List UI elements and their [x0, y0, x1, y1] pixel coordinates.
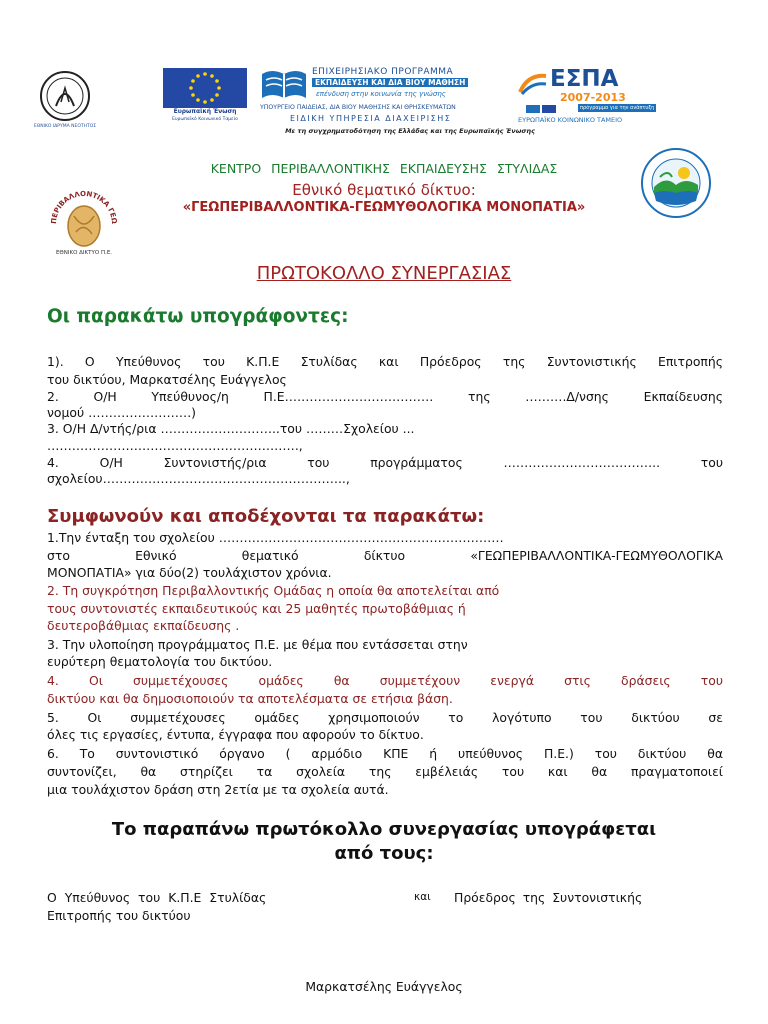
svg-text:ΠΕΡΙΒΑΛΛΟΝΤΙΚΑ ΓΕΩΜΥΘΟΛΟΓΙΚΑ: ΠΕΡΙΒΑΛΛΟΝΤΙΚΑ ΓΕΩ [49, 189, 119, 225]
signer-line: του δικτύου, Μαρκατσέλης Ευάγγελος [47, 372, 287, 387]
signatory-left [47, 889, 266, 925]
term-line: δικτύου και θα δημοσιοποιούν τα αποτελέσματα σε ετήσια βάση. [47, 691, 453, 706]
signature-heading [0, 818, 768, 866]
epeaek-line4: ΥΠΟΥΡΓΕΙΟ ΠΑΙΔΕΙΑΣ, ΔΙΑ ΒΙΟΥ ΜΑΘΗΣΗΣ ΚΑΙ ΘΡΗΣΚΕΥΜΑΤΩΝ [260, 104, 456, 111]
signer-line: σχολείου………………………………………………….., [47, 471, 350, 486]
book-icon [260, 68, 308, 102]
epeaek-line2: ΕΚΠΑΙΔΕΥΣΗ ΚΑΙ ΔΙΑ ΒΙΟΥ ΜΑΘΗΣΗ [312, 78, 468, 87]
epeaek-line3: επένδυση στην κοινωνία της γνώσης [316, 90, 446, 98]
epeaek-line1: ΕΠΙΧΕΙΡΗΣΙΑΚΟ ΠΡΟΓΡΑΜΜΑ [312, 67, 454, 77]
signatory-name: Μαρκατσέλης Ευάγγελος [305, 979, 463, 994]
signature-heading-line1: Το παραπάνω πρωτόκολλο συνεργασίας υπογράφεται [111, 819, 657, 840]
term-line: 3. Την υλοποίηση προγράμματος Π.Ε. με θέμα που εντάσσεται στην [47, 637, 468, 652]
foundation-logo [34, 68, 96, 130]
espa-name: ΕΣΠΑ [550, 66, 619, 92]
signer-line: 3. Ο/Η Δ/ντής/ρια ………………………..του ………Σχολείου ... [47, 421, 415, 436]
term-line-text: στο Εθνικό θεματικό δίκτυο «ΓΕΩΠΕΡΙΒΑΛΛΟΝΤΙΚΑ-ΓΕΩΜΥΘΟΛΟΓΙΚΑ [47, 548, 723, 563]
document-title: ΠΡΩΤΟΚΟΛΛΟ ΣΥΝΕΡΓΑΣΙΑΣ [256, 263, 512, 284]
foundation-logo-caption: ΕΘΝΙΚΟ ΙΔΡΥΜΑ ΝΕΟΤΗΤΟΣ [33, 124, 97, 129]
term-line: τους συντονιστές εκπαιδευτικούς και 25 μαθητές πρωτοβάθμιας ή [47, 601, 466, 616]
eu-caption: Ευρωπαϊκή Ένωση [173, 108, 237, 115]
term-line: 2. Τη συγκρότηση Περιβαλλοντικής Ομάδας η οποία θα αποτελείται από [47, 583, 500, 598]
term-line: 5. Οι συμμετέχουσες ομάδες χρησιμοποιούν το λογότυπο του δικτύου σε [47, 710, 723, 725]
espa-years: 2007-2013 [560, 91, 626, 104]
geomythology-network-logo [44, 182, 124, 262]
signatory-right: Πρόεδρος της Συντονιστικής [454, 890, 643, 905]
signers-heading: Οι παρακάτω υπογράφοντες: [47, 306, 349, 327]
signer-line: 4. Ο/Η Συντονιστής/ρια του προγράμματος ……………………………….. του [47, 455, 723, 470]
signature-heading-line2: από τους: [334, 843, 434, 864]
signer-line: νομού …………………….) [47, 405, 196, 420]
stylidas-center-logo [640, 147, 712, 219]
eu-subcaption: Ευρωπαϊκό Κοινωνικό Ταμείο [172, 117, 238, 122]
epeaek-line5: ΕΙΔΙΚΗ ΥΠΗΡΕΣΙΑ ΔΙΑΧΕΙΡΙΣΗΣ [290, 114, 452, 123]
espa-logo [518, 66, 655, 126]
center-name: ΚΕΝΤΡΟ ΠΕΡΙΒΑΛΛΟΝΤΙΚΗΣ ΕΚΠΑΙΔΕΥΣΗΣ ΣΤΥΛΙΔΑΣ [210, 161, 558, 176]
espa-slogan: πρόγραμμα για την ανάπτυξη [580, 105, 655, 111]
term-line: ευρύτερη θεματολογία του δικτύου. [47, 654, 273, 669]
geo-logo-caption: ΕΘΝΙΚΟ ΔΙΚΤΥΟ Π.Ε. [55, 250, 113, 256]
term-line: όλες τις εργασίες, έντυπα, έγγραφα που αφορούν το δίκτυο. [47, 727, 424, 742]
agreement-heading: Συμφωνούν και αποδέχονται τα παρακάτω: [47, 506, 485, 527]
eu-mini-flag-icon [542, 105, 556, 113]
term-line: 6. Το συντονιστικό όργανο ( αρμόδιο ΚΠΕ ή υπεύθυνος Π.Ε.) του δικτύου θα [47, 746, 723, 761]
signer-line: 1). Ο Υπεύθυνος του Κ.Π.Ε Στυλίδας και Πρόεδρος της Συντονιστικής Επιτροπής [47, 354, 723, 369]
term-line: 1.Την ένταξη του σχολείου …………………………………………………………… [47, 530, 504, 545]
signatory-left-line1: Ο Υπεύθυνος του Κ.Π.Ε Στυλίδας [47, 890, 267, 905]
term-line: δευτεροβάθμιας εκπαίδευσης . [47, 618, 240, 633]
signatory-conjunction: και [414, 891, 431, 903]
network-title: Εθνικό θεματικό δίκτυο: [292, 181, 476, 199]
eu-flag-logo [163, 68, 247, 124]
espa-fund: ΕΥΡΩΠΑΪΚΟ ΚΟΙΝΩΝΙΚΟ ΤΑΜΕΙΟ [518, 116, 623, 124]
cofunding-note: Με τη συγχρηματοδότηση της Ελλάδας και της Ευρωπαϊκής Ένωσης [285, 127, 535, 135]
epeaek-logo [260, 66, 506, 126]
term-line: ΜΟΝΟΠΑΤΙΑ» για δύο(2) τουλάχιστον χρόνια. [47, 565, 332, 580]
network-name: «ΓΕΩΠΕΡΙΒΑΛΛΟΝΤΙΚΑ-ΓΕΩΜΥΘΟΛΟΓΙΚΑ ΜΟΝΟΠΑΤΙΑ» [182, 200, 586, 215]
signatory-left-line2: Επιτροπής του δικτύου [47, 908, 191, 923]
espa-swirl-icon [518, 72, 548, 96]
term-line [47, 547, 723, 564]
greek-flag-icon [526, 105, 540, 113]
term-line: 4. Οι συμμετέχουσες ομάδες θα συμμετέχουν ενεργά στις δράσεις του [47, 673, 723, 688]
signer-line: 2. Ο/Η Υπεύθυνος/η Π.Ε……………………………… της ……….Δ/νσης Εκπαίδευσης [47, 389, 723, 404]
term-line: συντονίζει, θα στηρίζει τα σχολεία της εμβέλειάς του και θα πραγματοποιεί [47, 764, 723, 779]
signer-line: ……………………………………………………., [47, 438, 303, 453]
term-line: μια τουλάχιστον δράση στη 2ετία με τα σχολεία αυτά. [47, 782, 389, 797]
